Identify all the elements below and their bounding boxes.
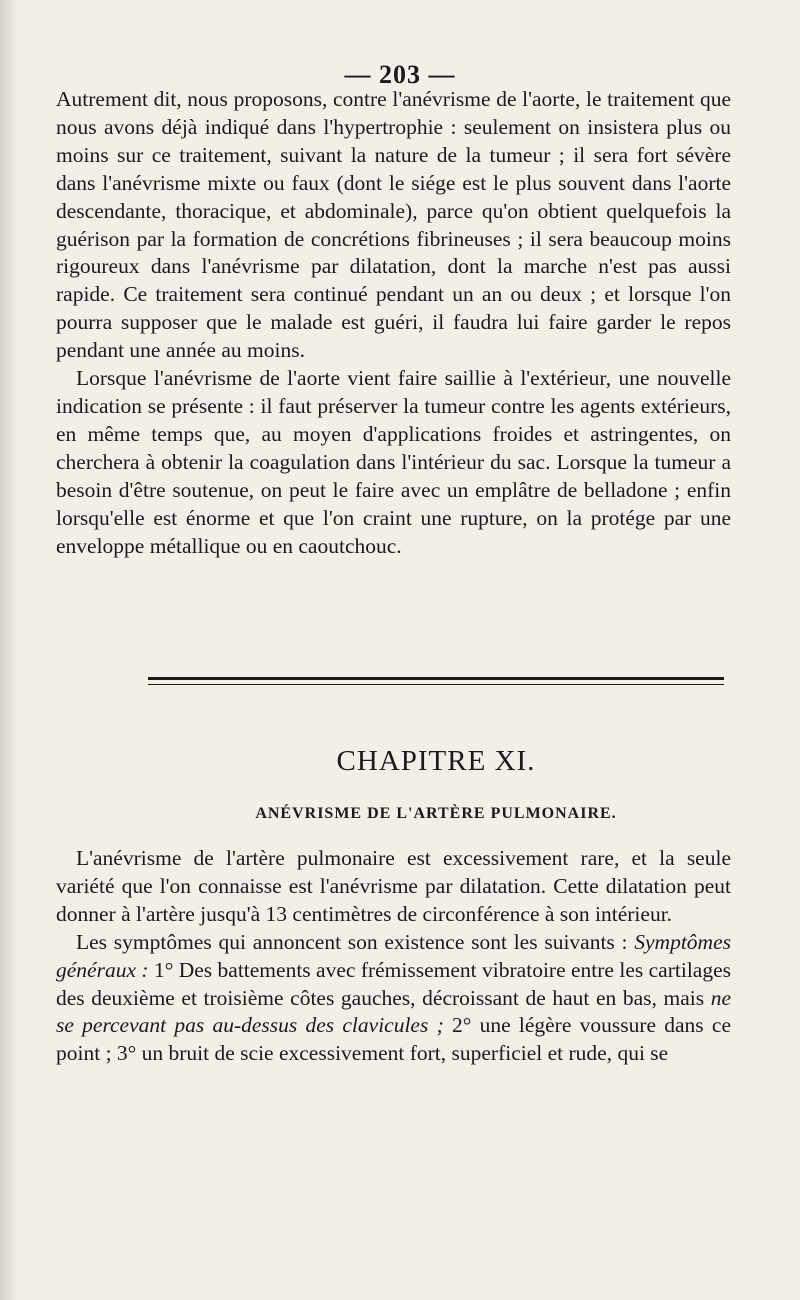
chapter-divider [148, 677, 724, 685]
text-run: 1° Des battements avec frémissement vibratoire entre les cartilages des deuxième et troisième côtes gauches, décroissant de haut en bas, mais [56, 957, 732, 1010]
page-number: — 203 — [344, 60, 456, 89]
text-block-aorta [56, 86, 731, 560]
binding-shadow [0, 0, 18, 1300]
paragraph: Lorsque l'anévrisme de l'aorte vient faire saillie à l'extérieur, une nouvelle indication se présente : il faut préserver la tumeur contre les agents extérieurs, en même temps que, au moyen d'applications froides et astringentes, on cherchera à obtenir la coagulation dans l'intérieur du sac. Lorsque la tumeur a besoin d'être soutenue, on peut le faire avec un emplâtre de belladone ; enfin lorsqu'elle est énorme et que l'on craint une rupture, on la protége par une enveloppe métallique ou en caoutchouc. [56, 366, 731, 558]
italic-phrase: Symptômes généraux : [56, 929, 731, 982]
divider-thick-rule [148, 677, 724, 680]
chapter-subtitle: ANÉVRISME DE L'ARTÈRE PULMONAIRE. [255, 805, 617, 822]
paragraph: L'anévrisme de l'artère pulmonaire est excessivement rare, et la seule variété que l'on connaisse est l'anévrisme par dilatation. Cette dilatation peut donner à l'artère jusqu'à 13 centimètres de circonférence à son intérieur. [56, 846, 731, 926]
divider-thin-rule [148, 684, 724, 685]
paragraph-symptoms [56, 929, 731, 1069]
text-run: 2° une légère voussure dans ce point ; 3° un bruit de scie excessivement fort, superficiel et rude, qui se [56, 1013, 731, 1066]
chapter-heading: CHAPITRE XI. [336, 745, 536, 777]
text-block-pulmonary [56, 845, 731, 1068]
paragraph: Autrement dit, nous proposons, contre l'anévrisme de l'aorte, le traitement que nous avons déjà indiqué dans l'hypertrophie : seulement on insistera plus ou moins sur ce traitement, suivant la nature de la tumeur ; il sera fort sévère dans l'anévrisme mixte ou faux (dont le siége est le plus souvent dans l'aorte descendante, thoracique, et abdominale), parce qu'on obtient quelquefois la guérison par la formation de concrétions fibrineuses ; il sera beaucoup moins rigoureux dans l'anévrisme par dilatation, dont la marche n'est pas aussi rapide. Ce traitement sera continué pendant un an ou deux ; et lorsque l'on pourra supposer que le malade est guéri, il faudra lui faire garder le repos pendant une année au moins. [56, 87, 731, 363]
italic-phrase: ne se percevant pas au-dessus des clavicules ; [56, 985, 731, 1038]
text-run: Les symptômes qui annoncent son existence sont les suivants : [76, 929, 635, 954]
